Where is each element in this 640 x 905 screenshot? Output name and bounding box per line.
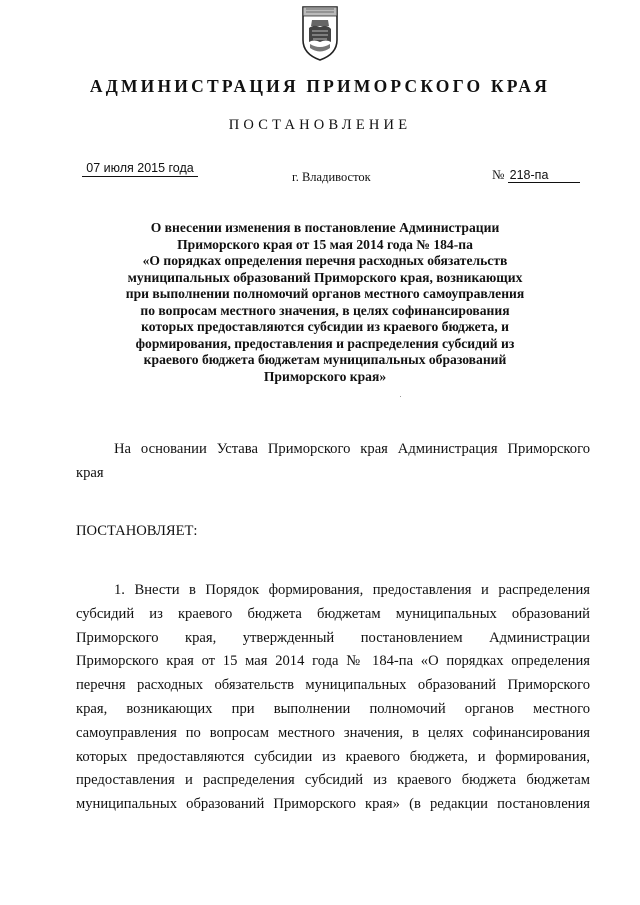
document-date: 07 июля 2015 года: [82, 161, 198, 177]
text-line: 1. Внести в Порядок формирования, предоставления и распределения: [114, 582, 590, 598]
organization-name: АДМИНИСТРАЦИЯ ПРИМОРСКОГО КРАЯ: [89, 76, 551, 96]
text-line: муниципальных образований Приморского края» (в редакции постановления: [76, 796, 590, 813]
text-line: перечня расходных обязательств муниципальных образований Приморского: [76, 677, 590, 694]
title-line: при выполнении полномочий органов местного самоуправления: [125, 286, 525, 301]
text-line: предоставления и распределения субсидий из краевого бюджета бюджетам: [76, 772, 590, 789]
title-line: которых предоставляются субсидии из краевого бюджета, и: [141, 319, 509, 334]
scan-speck: [400, 396, 401, 397]
title-line: Приморского края»: [263, 368, 387, 384]
text-line: На основании Устава Приморского края Администрация Приморского: [114, 441, 590, 457]
resolves-heading: [76, 520, 590, 544]
basis-paragraph: [76, 438, 590, 486]
title-line: по вопросам местного значения, в целях софинансирования: [140, 302, 510, 318]
title-line: «О порядках определения перечня расходных обязательств: [142, 253, 508, 268]
text-line: края, возникающих при выполнении полномочий органов местного: [76, 700, 590, 717]
text-line: субсидий из краевого бюджета бюджетам муниципальных образований: [76, 605, 590, 622]
text-line: самоуправления по вопросам местного значения, в целях софинансирования: [76, 724, 590, 741]
number-prefix: №: [492, 167, 505, 182]
text-line: Приморского края, утвержденный постановлением Администрации: [76, 629, 590, 646]
document-type: ПОСТАНОВЛЕНИЕ: [228, 117, 412, 133]
coat-of-arms-emblem: [300, 4, 340, 62]
text-line: которых предоставляются субсидии из краевого бюджета, и формирования,: [76, 748, 590, 765]
title-line: О внесении изменения в постановление Администрации: [150, 220, 500, 235]
title-line: Приморского края от 15 мая 2014 года № 184-па: [177, 236, 473, 252]
text-line: Приморского края от 15 мая 2014 года № 184-па «О порядках определения: [76, 653, 590, 670]
item-1-paragraph: [76, 579, 590, 817]
title-line: формирования, предоставления и распределения субсидий из: [135, 335, 515, 351]
title-line: краевого бюджета бюджетам муниципальных образований: [143, 352, 507, 367]
text-line: ПОСТАНОВЛЯЕТ:: [76, 523, 198, 539]
text-line: края: [76, 464, 104, 481]
resolution-title: [92, 220, 558, 385]
document-number: 218-па: [508, 168, 580, 183]
document-city: г. Владивосток: [292, 170, 371, 184]
title-line: муниципальных образований Приморского края, возникающих: [127, 269, 523, 285]
document-number-field: [492, 167, 580, 183]
